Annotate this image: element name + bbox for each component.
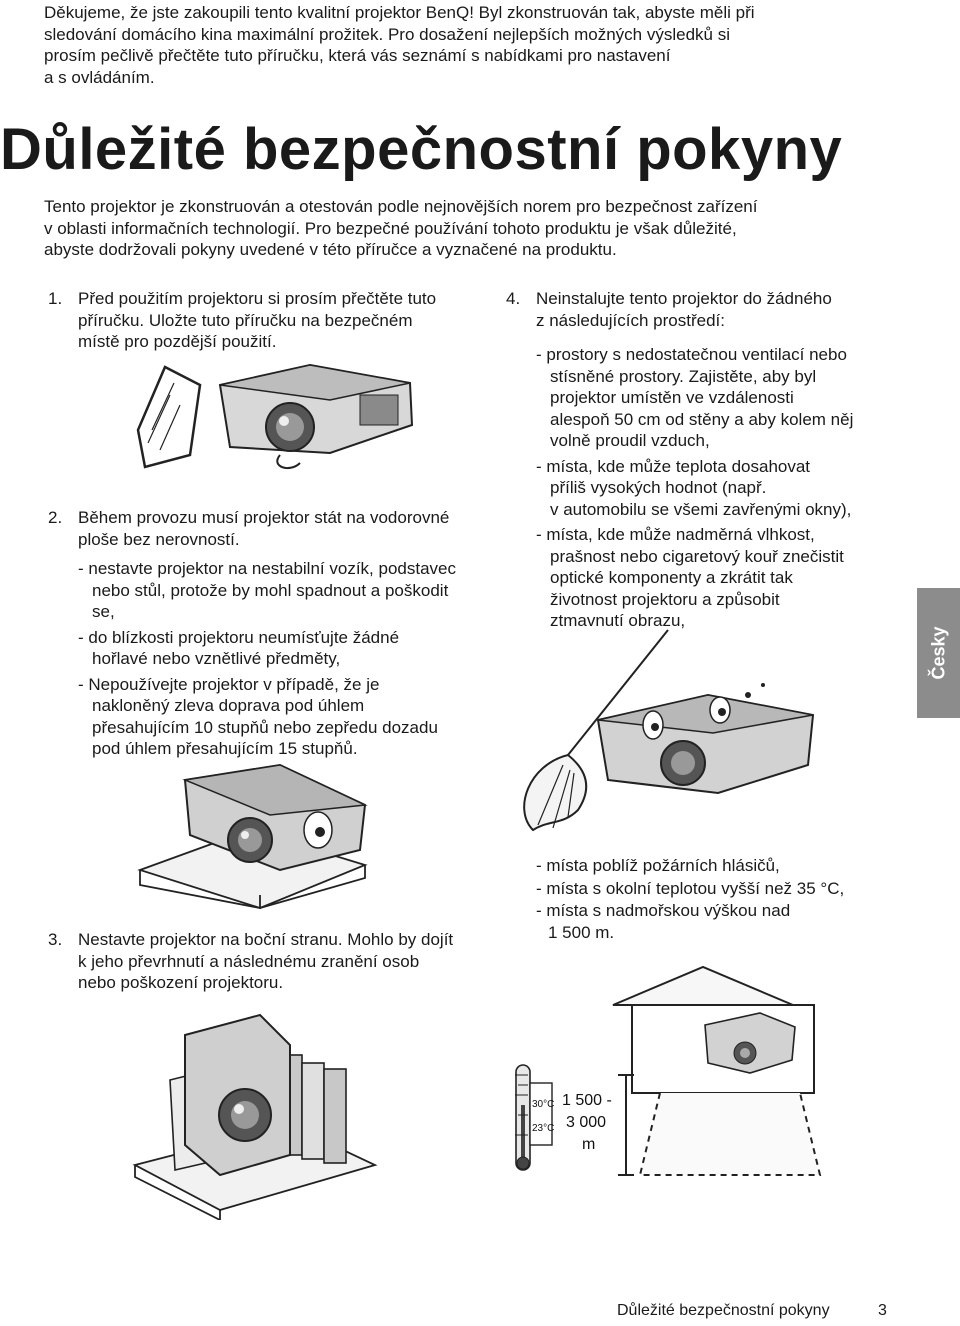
bullet-text: hořlavé nebo vznětlivé předměty, <box>92 649 341 668</box>
thermometer-icon <box>515 1065 554 1170</box>
bullet-text: - místa poblíž požárních hlásičů, <box>536 856 780 875</box>
instruction-item-1 <box>48 288 436 353</box>
item-number: 2. <box>48 508 63 527</box>
page-number: 3 <box>878 1302 887 1319</box>
intro-line: prosím pečlivě přečtěte tuto příručku, která vás seznámí s nabídkami pro nastavení <box>44 46 671 65</box>
language-tab-label: Česky <box>928 626 948 680</box>
bullet-text: - místa, kde může teplota dosahovat <box>536 456 811 476</box>
bullet-text: projektor umístěn ve vzdálenosti <box>550 388 794 407</box>
bullet-text: volně proudil vzduch, <box>550 431 710 450</box>
item-text: Nestavte projektor na boční stranu. Mohlo by dojít <box>78 930 454 949</box>
bullet-text: optické komponenty a zkrátit tak <box>550 568 793 587</box>
intro-line: a s ovládáním. <box>44 67 155 87</box>
intro-paragraph <box>44 2 755 88</box>
bullet-text: - Nepoužívejte projektor v případě, že je <box>78 674 380 694</box>
intro-line: sledování domácího kina maximální prožitek. Pro dosažení nejlepších možných výsledků si <box>44 24 731 44</box>
altitude-label: 1 500 - <box>562 1092 612 1109</box>
item-text: místě pro pozdější použití. <box>78 332 277 351</box>
lead-line: Tento projektor je zkonstruován a otestován podle nejnovějších norem pro bezpečnost zařízení <box>44 197 758 216</box>
bullet-text: ztmavnutí obrazu, <box>550 611 686 630</box>
bullet-text: 1 500 m. <box>548 922 615 942</box>
projector-icon <box>705 1013 795 1073</box>
bullet-text: prašnost nebo cigaretový kouř znečistit <box>550 546 844 566</box>
item-text: ploše bez nerovností. <box>78 529 240 549</box>
illustration-dusty-environment <box>508 625 818 835</box>
lead-line: abyste dodržovali pokyny uvedené v této příručce a vyznačené na produktu. <box>44 240 617 259</box>
temperature-low-label: 23°C <box>532 1123 555 1134</box>
footer-section-title: Důležité bezpečnostní pokyny <box>617 1302 830 1319</box>
bullet-text: - do blízkosti projektoru neumísťujte žádné <box>78 627 400 647</box>
altitude-label: m <box>582 1136 596 1153</box>
bullet-text: pod úhlem přesahujícím 15 stupňů. <box>92 739 358 758</box>
bullet-text: se, <box>92 602 115 621</box>
bullet-text: - místa s nadmořskou výškou nad <box>536 901 791 920</box>
projector-icon <box>185 1015 290 1175</box>
item-text: nebo poškození projektoru. <box>78 973 284 992</box>
illustration-unstable-surface <box>130 760 370 910</box>
bullet-text: v automobilu se všemi zavřenými okny), <box>550 499 852 519</box>
item-text: Během provozu musí projektor stát na vodorovné <box>78 508 450 527</box>
bullet-text: přesahujícím 10 stupňů nebo zepředu dozadu <box>92 717 438 737</box>
illustration-climate-limits <box>510 965 830 1180</box>
item-text: k jeho převrhnutí a následnému zranění osob <box>78 951 420 971</box>
bullet-text: - nestavte projektor na nestabilní vozík, podstavec <box>78 559 456 578</box>
language-tab <box>917 588 960 718</box>
instruction-item-4 <box>506 288 853 632</box>
illustration-read-manual <box>130 355 420 475</box>
instruction-item-4-continued <box>536 855 844 943</box>
bullet-text: - místa s okolní teplotou vyšší než 35 °C, <box>536 878 845 898</box>
bullet-text: nakloněný zleva doprava pod úhlem <box>92 696 365 715</box>
bullet-text: - místa, kde může nadměrná vlhkost, <box>536 525 815 544</box>
lead-line: v oblasti informačních technologií. Pro bezpečné používání tohoto produktu je však důležité, <box>44 218 737 238</box>
item-text: příručku. Uložte tuto příručku na bezpečném <box>78 310 413 330</box>
item-number: 1. <box>48 289 63 308</box>
item-number: 4. <box>506 289 521 308</box>
lead-paragraph <box>44 196 757 261</box>
instruction-item-2 <box>48 507 456 760</box>
bullet-text: životnost projektoru a způsobit <box>550 589 780 609</box>
bullet-text: stísněné prostory. Zajistěte, aby byl <box>550 366 817 386</box>
item-number: 3. <box>48 930 63 949</box>
projector-icon <box>598 683 813 793</box>
temperature-high-label: 30°C <box>532 1099 555 1110</box>
bullet-text: nebo stůl, protože by mohl spadnout a poškodit <box>92 580 449 600</box>
page-title: Důležité bezpečnostní pokyny <box>0 117 843 182</box>
item-text: z následujících prostředí: <box>536 310 725 330</box>
item-text: Neinstalujte tento projektor do žádného <box>536 289 832 308</box>
item-text: Před použitím projektoru si prosím přečtěte tuto <box>78 289 437 308</box>
instruction-item-3 <box>48 929 453 994</box>
bullet-text: alespoň 50 cm od stěny a aby kolem něj <box>550 409 854 429</box>
bullet-text: příliš vysokých hodnot (např. <box>550 478 767 497</box>
manual-book-icon <box>138 367 200 467</box>
illustration-side-placement <box>130 1005 380 1220</box>
projector-icon <box>220 365 412 468</box>
altitude-label: 3 000 <box>566 1114 607 1131</box>
house-icon <box>613 967 820 1175</box>
bullet-text: - prostory s nedostatečnou ventilací nebo <box>536 345 847 364</box>
intro-line: Děkujeme, že jste zakoupili tento kvalitní projektor BenQ! Byl zkonstruován tak, abyste měli při <box>44 3 755 22</box>
